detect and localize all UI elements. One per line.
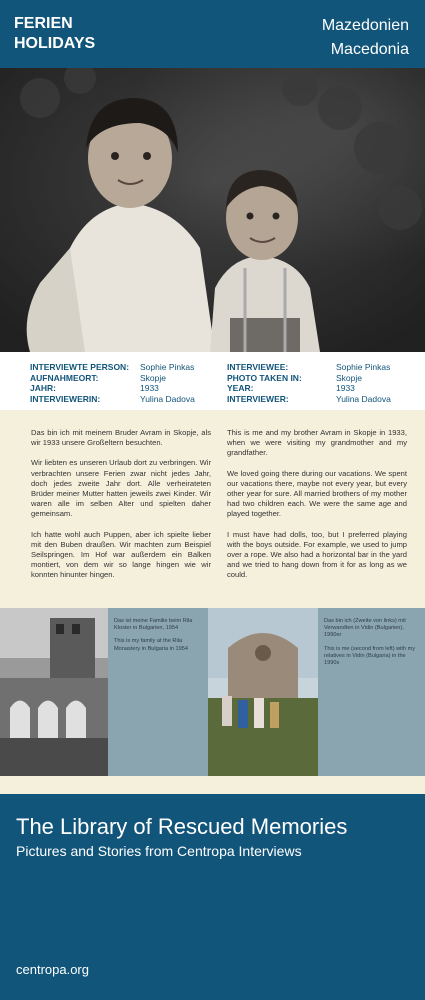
footer-subtitle: Pictures and Stories from Centropa Interviews [16, 843, 302, 859]
caption-photo-2 [324, 618, 422, 673]
caption-photo-2-de: Das bin ich (Zweite von links) mit Verwandten in Vidin (Bulgarien), 1990er [324, 618, 406, 639]
hero-photo [0, 68, 425, 352]
info-labels-german [30, 362, 129, 404]
story-paragraph-en: We loved going there during our vacations. We spent our vacations there, maybe not every year, but every other year for sure. All married brothers of my mother had two children each. We were the same age and played together. [227, 468, 407, 519]
country-german: Mazedonien [321, 17, 409, 34]
info-values-english [336, 362, 391, 404]
label-place-de: AUFNAHMEORT: [30, 372, 99, 383]
label-year-de: JAHR: [30, 383, 56, 393]
label-interviewer-en: INTERVIEWER: [227, 393, 289, 404]
photo-rila-monastery-block [0, 608, 208, 776]
caption-photo-2-en: This is me (second from left) with my relatives in Vidin (Bulgaria) in the 1990s [324, 645, 416, 667]
caption-photo-1-de: Das ist meine Familie beim Rila Kloster in Bulgarien, 1954 [114, 618, 193, 632]
value-interviewer-en: Yulina Dadova [336, 393, 391, 404]
info-labels-english [227, 362, 302, 404]
info-values-german [140, 362, 195, 404]
value-interviewer-de: Yulina Dadova [140, 393, 195, 404]
label-place-en: PHOTO TAKEN IN: [227, 372, 302, 383]
value-interviewee-en: Sophie Pinkas [336, 362, 391, 372]
footer-website-link[interactable]: centropa.org [16, 962, 89, 977]
story-paragraph-de: Wir liebten es unseren Urlaub dort zu verbringen. Wir verbrachten unsere Ferien zwar nicht jedes Jahr, doch jedes zweite Jahr dort. Alle verheirateten Brüder meiner Mutter hatten jeweils zwei Kinder. Wir waren alle im selben Alter und spielten daher gemeinsam. [31, 458, 211, 519]
interview-info [0, 352, 425, 410]
photo-vidin [208, 608, 318, 776]
label-interviewee-de: INTERVIEWTE PERSON: [30, 362, 130, 372]
photo-gallery [0, 608, 425, 776]
label-interviewee-en: INTERVIEWEE: [227, 362, 289, 372]
story-section [0, 410, 425, 608]
label-interviewer-de: INTERVIEWERIN: [30, 393, 101, 404]
header-title [14, 14, 95, 54]
header-bar [0, 0, 425, 68]
value-place-de: Skopje [140, 372, 166, 383]
footer-banner [0, 794, 425, 1000]
hero-photo-illustration [0, 68, 425, 352]
label-year-en: YEAR: [227, 383, 254, 393]
story-paragraph-en: I must have had dolls, too, but I preferred playing with the boys outside. For example, we used to jump over a rope. We also had a horizontal bar in the yard and we tried to hang down from it for as long as we could. [227, 529, 407, 580]
story-english [227, 428, 407, 591]
country-english: Macedonia [330, 41, 409, 58]
caption-photo-1 [114, 618, 202, 659]
value-year-de: 1933 [140, 383, 159, 393]
story-german [31, 428, 211, 591]
story-paragraph-en: This is me and my brother Avram in Skopje in 1933, when we were visiting my grandmother and my grandfather. [227, 428, 407, 458]
value-place-en: Skopje [336, 372, 362, 383]
title-english: HOLIDAYS [14, 35, 96, 52]
footer-title: The Library of Rescued Memories [16, 814, 348, 839]
story-paragraph-de: Das bin ich mit meinem Bruder Avram in Skopje, als wir 1933 unsere Großeltern besuchten. [31, 428, 211, 448]
header-country [322, 14, 409, 62]
story-paragraph-de: Ich hatte wohl auch Puppen, aber ich spielte lieber mit den Buben draußen. Wir machten zum Beispiel Seilspringen. Im Hof war außerdem ein Balken montiert, von dem wir so lange hingen wie wir konnten hinunter hingen. [31, 529, 211, 580]
photo-vidin-block [208, 608, 425, 776]
value-year-en: 1933 [336, 383, 355, 393]
photo-rila-monastery [0, 608, 108, 776]
title-german: FERIEN [14, 15, 73, 32]
value-interviewee-de: Sophie Pinkas [140, 362, 195, 372]
caption-photo-1-en: This is my family at the Rila Monastery in Bulgaria in 1954 [114, 638, 189, 652]
divider-strip [0, 776, 425, 794]
